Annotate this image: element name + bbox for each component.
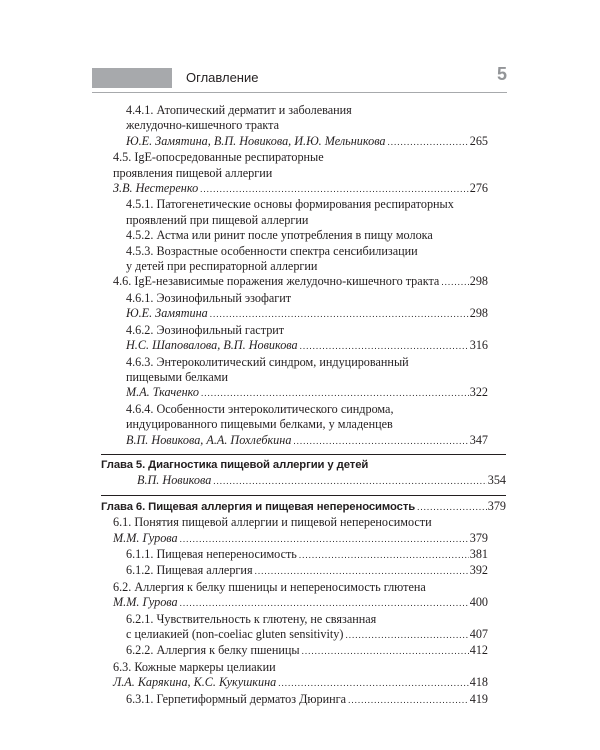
toc-entry-title: 4.5.3. Возрастные особенности спектра сенсибилизации у детей при респираторной аллергии <box>126 243 418 274</box>
toc-entry-6-2-1[interactable] <box>0 612 488 627</box>
toc-chapter-5-author <box>0 473 506 489</box>
dot-leader <box>441 275 468 290</box>
toc-entry-title: 4.6.4. Особенности энтероколитического синдрома, индуцированного пищевыми белками, у младенцев <box>126 401 394 432</box>
toc-entry-title: 4.6.2. Эозинофильный гастрит <box>126 322 285 337</box>
toc-author: Ю.Е. Замятина, В.П. Новикова, И.Ю. Мельникова <box>126 133 386 148</box>
toc-page-number: 322 <box>469 385 488 400</box>
toc-entry-6-2-1-cont <box>0 627 488 643</box>
toc-chapter-5[interactable] <box>0 455 506 473</box>
toc-entry-title-cont: с целиакией (non-coeliac gluten sensitivity) <box>126 627 344 641</box>
toc-page-number: 354 <box>487 473 506 488</box>
toc-author: В.П. Новикова, А.А. Похлебкина <box>126 432 292 447</box>
dot-leader <box>201 386 469 401</box>
toc-author: В.П. Новикова <box>137 473 212 488</box>
toc-author: Ю.Е. Замятина <box>126 306 208 321</box>
toc-entry-4-5-3[interactable] <box>0 244 426 275</box>
toc-page-number: 298 <box>469 274 488 289</box>
toc-page-number: 407 <box>469 627 488 641</box>
toc-page-number: 412 <box>469 643 488 658</box>
toc-entry-6-1-author <box>0 531 488 547</box>
toc-entry-title: 6.3.1. Герпетиформный дерматоз Дюринга <box>126 691 347 706</box>
toc-entry-title: 4.6.1. Эозинофильный эзофагит <box>126 290 292 305</box>
toc-entry-4-5-2[interactable] <box>0 228 488 243</box>
dot-leader <box>278 676 468 691</box>
toc-page-number: 276 <box>469 181 488 196</box>
toc-entry-title: 6.3. Кожные маркеры целиакии <box>113 659 276 674</box>
toc-page-number: 316 <box>469 338 488 353</box>
toc-entry-4-6-4-author <box>0 433 488 449</box>
dot-leader <box>213 474 486 489</box>
dot-leader <box>210 307 469 322</box>
toc-entry-title: 6.1. Понятия пищевой аллергии и пищевой непереносимости <box>113 515 432 530</box>
toc-entry-4-6[interactable] <box>0 274 488 290</box>
toc-page-number: 298 <box>469 306 488 321</box>
toc-chapter-6[interactable] <box>0 496 506 515</box>
toc-entry-6-2[interactable] <box>0 580 488 595</box>
header-divider <box>92 92 507 93</box>
toc-entry-title: 6.2.1. Чувствительность к глютену, не связанная <box>126 611 377 626</box>
toc-entry-title: 4.5.1. Патогенетические основы формирования респираторных проявлений при пищевой аллергии <box>126 197 454 227</box>
toc-entry-4-6-2-author <box>0 338 488 354</box>
toc-entry-4-6-1-author <box>0 306 488 322</box>
toc-entry-4-5-author <box>0 181 488 197</box>
toc-entry-6-3[interactable] <box>0 660 488 675</box>
toc-entry-6-2-2[interactable] <box>0 643 488 659</box>
toc-author: М.А. Ткаченко <box>126 385 200 400</box>
toc-page-number: 379 <box>469 530 488 545</box>
dot-leader <box>293 434 468 449</box>
toc-entry-4-5[interactable] <box>0 150 383 181</box>
table-of-contents <box>0 103 600 708</box>
running-header <box>0 64 600 94</box>
dot-leader <box>417 500 487 515</box>
toc-page-number: 265 <box>469 133 488 148</box>
dot-leader <box>180 532 469 547</box>
toc-entry-title: 4.5.2. Астма или ринит после употребления в пищу молока <box>126 228 433 243</box>
dot-leader <box>200 182 469 197</box>
header-gray-bar <box>92 68 172 88</box>
toc-chapter-title: Глава 6. Пищевая аллергия и пищевая непереносимость <box>101 500 416 513</box>
toc-author: М.М. Гурова <box>113 595 178 610</box>
toc-page-number: 379 <box>487 498 506 513</box>
toc-entry-6-3-1[interactable] <box>0 692 488 708</box>
dot-leader <box>180 596 469 611</box>
toc-author: Н.С. Шаповалова, В.П. Новикова <box>126 338 298 353</box>
dot-leader <box>299 548 469 563</box>
toc-entry-title: 6.2. Аллергия к белку пшеницы и непереносимость глютена <box>113 579 426 594</box>
toc-entry-title: 4.5. IgE-опосредованные респираторные проявления пищевой аллергии <box>113 150 324 180</box>
toc-entry-title: 6.1.2. Пищевая аллергия <box>126 563 253 578</box>
dot-leader <box>388 135 469 150</box>
toc-entry-4-5-1[interactable] <box>0 197 478 228</box>
toc-entry-4-6-3-author <box>0 385 488 401</box>
dot-leader <box>302 644 469 659</box>
toc-entry-4-6-1[interactable] <box>0 291 488 306</box>
dot-leader <box>255 564 469 579</box>
toc-entry-title: 6.1.1. Пищевая непереносимость <box>126 546 297 561</box>
toc-entry-title: 4.6.3. Энтероколитический синдром, индуцированный пищевыми белками <box>126 354 409 384</box>
toc-author: З.В. Нестеренко <box>113 181 199 196</box>
toc-entry-4-4-1-author <box>0 134 488 150</box>
toc-entry-6-3-author <box>0 675 488 691</box>
toc-entry-4-6-2[interactable] <box>0 323 488 338</box>
toc-entry-6-1-1[interactable] <box>0 547 488 563</box>
toc-page-number: 418 <box>469 675 488 690</box>
toc-entry-6-1[interactable] <box>0 515 488 530</box>
toc-page-number: 419 <box>469 691 488 706</box>
dot-leader <box>300 339 469 354</box>
toc-entry-4-4-1[interactable] <box>0 103 388 134</box>
toc-entry-title: 4.4.1. Атопический дерматит и заболевания желудочно-кишечного тракта <box>126 103 352 133</box>
toc-page-number: 392 <box>469 563 488 578</box>
dot-leader <box>345 628 468 643</box>
running-header-title: Оглавление <box>186 70 259 85</box>
toc-chapter-title: Глава 5. Диагностика пищевой аллергии у детей <box>101 458 369 471</box>
toc-entry-4-6-3[interactable] <box>0 355 426 386</box>
toc-author: М.М. Гурова <box>113 530 178 545</box>
dot-leader <box>348 693 469 708</box>
toc-entry-title: 4.6. IgE-независимые поражения желудочно-кишечного тракта <box>113 274 440 289</box>
page-number: 5 <box>496 64 507 84</box>
toc-entry-6-1-2[interactable] <box>0 563 488 579</box>
toc-page-number: 347 <box>469 432 488 447</box>
toc-entry-title: 6.2.2. Аллергия к белку пшеницы <box>126 643 300 658</box>
toc-page-number: 400 <box>469 595 488 610</box>
toc-entry-6-2-author <box>0 595 488 611</box>
toc-entry-4-6-4[interactable] <box>0 402 426 433</box>
toc-author: Л.А. Карякина, К.С. Кукушкина <box>113 675 277 690</box>
toc-page-number: 381 <box>469 546 488 561</box>
